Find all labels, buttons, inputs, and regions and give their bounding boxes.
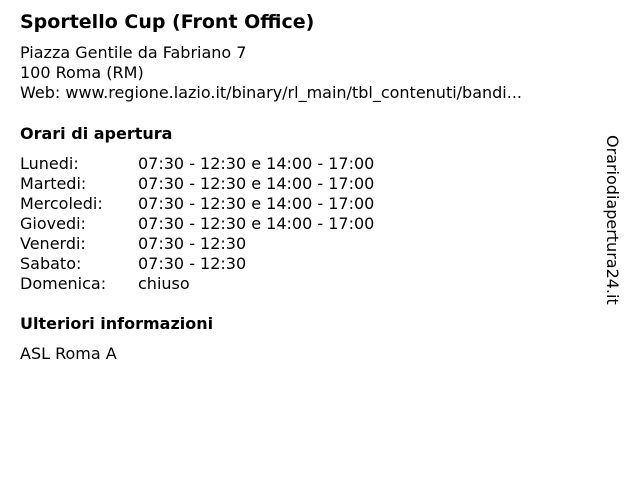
day-label: Sabato: xyxy=(20,254,82,273)
day-label: Martedi: xyxy=(20,174,87,193)
hours-row-venerdi xyxy=(20,234,460,254)
day-label: Lunedi: xyxy=(20,154,79,173)
website-link[interactable]: Web: www.regione.lazio.it/binary/rl_main/tbl_contenuti/bandi... xyxy=(20,83,523,102)
opening-hours-heading: Orari di apertura xyxy=(20,124,173,143)
day-label: Venerdi: xyxy=(20,234,86,253)
hours-row-martedi xyxy=(20,174,460,194)
time-value: 07:30 - 12:30 xyxy=(138,254,247,273)
hours-row-sabato xyxy=(20,254,460,274)
time-value: 07:30 - 12:30 e 14:00 - 17:00 xyxy=(138,154,375,173)
additional-info-text: ASL Roma A xyxy=(20,344,117,363)
day-label: Giovedi: xyxy=(20,214,86,233)
time-value: chiuso xyxy=(138,274,190,293)
city-address: 100 Roma (RM) xyxy=(20,63,144,82)
hours-row-mercoledi xyxy=(20,194,460,214)
address-block xyxy=(20,43,522,103)
day-label: Domenica: xyxy=(20,274,107,293)
hours-row-giovedi xyxy=(20,214,460,234)
time-value: 07:30 - 12:30 xyxy=(138,234,247,253)
additional-info-heading: Ulteriori informazioni xyxy=(20,314,214,333)
time-value: 07:30 - 12:30 e 14:00 - 17:00 xyxy=(138,214,375,233)
site-watermark: Orariodiapertura24.it xyxy=(603,135,622,305)
day-label: Mercoledi: xyxy=(20,194,103,213)
time-value: 07:30 - 12:30 e 14:00 - 17:00 xyxy=(138,174,375,193)
hours-row-domenica xyxy=(20,274,460,294)
page-title: Sportello Cup (Front Office) xyxy=(20,11,315,33)
hours-row-lunedi xyxy=(20,154,460,174)
opening-hours-table xyxy=(20,154,460,294)
time-value: 07:30 - 12:30 e 14:00 - 17:00 xyxy=(138,194,375,213)
street-address: Piazza Gentile da Fabriano 7 xyxy=(20,43,247,62)
